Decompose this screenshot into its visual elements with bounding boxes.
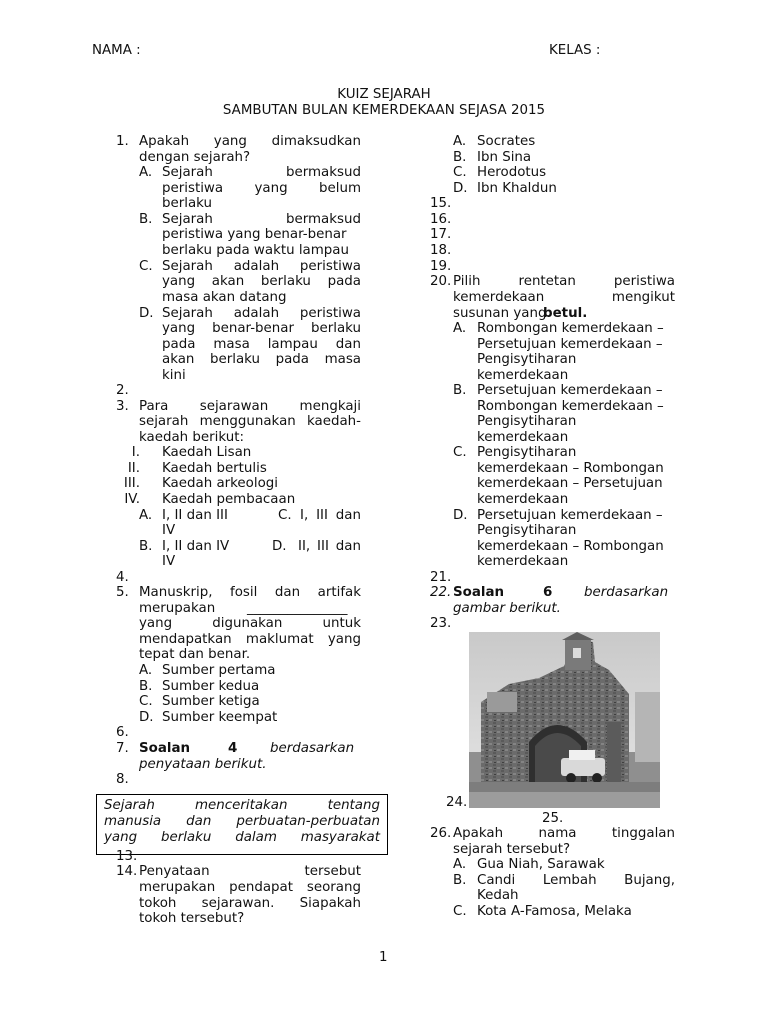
- q22-instruction: gambar berikut.: [453, 601, 561, 616]
- question-number: 15.: [430, 196, 452, 211]
- q3-option-d-label: D.: [272, 539, 287, 554]
- q26-option-c-label: C.: [453, 904, 467, 919]
- q25-number: 25.: [542, 811, 564, 826]
- q20-option-a-label: A.: [453, 321, 467, 336]
- q20-option-a-line: Rombongan kemerdekaan –: [477, 321, 664, 336]
- question-number: 18.: [430, 243, 452, 258]
- q14-stem-line: merupakan pendapat seorang: [139, 880, 361, 895]
- q1-option-c-label: C.: [139, 259, 153, 274]
- q5-option-label: D.: [139, 710, 154, 725]
- q4-number: 4.: [116, 570, 129, 585]
- q20-stem-line: susunan yang: [453, 306, 547, 321]
- q14-option-text: Ibn Khaldun: [477, 181, 557, 196]
- q1-number: 1.: [116, 134, 129, 149]
- q3-option-wrap: IV: [162, 523, 176, 538]
- q23-number: 23.: [430, 616, 452, 631]
- q3-option-c-text: I, III dan: [300, 508, 361, 523]
- q20-option-b-line: Pengisytiharan: [477, 414, 577, 429]
- q3-roman-item: Kaedah arkeologi: [162, 476, 278, 491]
- q14-stem-line: Penyataan tersebut: [139, 864, 361, 879]
- q14-option-label: C.: [453, 165, 467, 180]
- q20-option-c-line: Pengisytiharan: [477, 445, 577, 460]
- q3-option-b-text: I, II dan IV: [162, 539, 230, 554]
- q7-soalan: Soalan: [139, 741, 191, 756]
- q20-option-c-line: kemerdekaan: [477, 492, 569, 507]
- quote-line: manusia dan perbuatan-perbuatan: [104, 814, 380, 829]
- q24-number: 24.: [446, 795, 468, 810]
- q26-option-c-text: Kota A-Famosa, Melaka: [477, 904, 632, 919]
- q14-option-text: Herodotus: [477, 165, 547, 180]
- q26-option-a-text: Gua Niah, Sarawak: [477, 857, 605, 872]
- q5-option-label: A.: [139, 663, 153, 678]
- q20-option-a-line: Persetujuan kemerdekaan –: [477, 337, 663, 352]
- q14-option-text: Ibn Sina: [477, 150, 532, 165]
- q8-number: 8.: [116, 772, 129, 787]
- q5-blank: _______________: [247, 601, 348, 616]
- q5-option-label: B.: [139, 679, 153, 694]
- q1-option-d-line: yang benar-benar berlaku: [162, 321, 361, 336]
- q5-stem-line: merupakan: [139, 601, 216, 616]
- q20-option-d-line: kemerdekaan: [477, 554, 569, 569]
- q22-instruction: berdasarkan: [584, 585, 669, 600]
- quiz-subtitle: SAMBUTAN BULAN KEMERDEKAAN SEJASA 2015: [222, 103, 546, 118]
- q20-option-b-line: kemerdekaan: [477, 430, 569, 445]
- q14-option-label: D.: [453, 181, 468, 196]
- q5-number: 5.: [116, 585, 129, 600]
- q1-stem-line: Apakah yang dimaksudkan: [139, 134, 361, 149]
- q26-option-b-label: B.: [453, 873, 467, 888]
- q26-option-b-line: Candi Lembah Bujang,: [477, 873, 675, 888]
- q20-stem-line: kemerdekaan mengikut: [453, 290, 675, 305]
- question-number: 19.: [430, 259, 452, 274]
- q1-option-c-line: Sejarah adalah peristiwa: [162, 259, 361, 274]
- q3-stem-line: sejarah menggunakan kaedah-: [139, 414, 361, 429]
- q3-roman-numeral: IV.: [124, 492, 140, 507]
- q1-option-a-line: Sejarah bermaksud: [162, 165, 361, 180]
- q20-option-d-line: Persetujuan kemerdekaan –: [477, 508, 663, 523]
- q7-question-ref: 4: [228, 741, 238, 756]
- q26-stem-line: Apakah nama tinggalan: [453, 826, 675, 841]
- q1-option-a-line: peristiwa yang belum: [162, 181, 361, 196]
- q1-option-c-line: yang akan berlaku pada: [162, 274, 361, 289]
- q14-number: 14.: [116, 864, 138, 879]
- q20-option-b-line: Rombongan kemerdekaan –: [477, 399, 664, 414]
- q20-option-b-label: B.: [453, 383, 467, 398]
- q5-stem-line: mendapatkan maklumat yang: [139, 632, 361, 647]
- quote-line: yang berlaku dalam masyarakat: [104, 830, 380, 845]
- q1-option-d-line: kini: [162, 368, 186, 383]
- q20-stem-line: Pilih rentetan peristiwa: [453, 274, 675, 289]
- q1-stem-line: dengan sejarah?: [139, 150, 251, 165]
- q14-option-text: Socrates: [477, 134, 536, 149]
- q20-option-a-line: kemerdekaan: [477, 368, 569, 383]
- q20-option-d-label: D.: [453, 508, 468, 523]
- q3-roman-item: Kaedah bertulis: [162, 461, 267, 476]
- class-label: KELAS :: [549, 43, 601, 58]
- q5-stem-line: yang digunakan untuk: [139, 616, 361, 631]
- quote-line: Sejarah menceritakan tentang: [104, 798, 380, 813]
- q1-option-c-line: masa akan datang: [162, 290, 287, 305]
- q3-option-d-text: II, III dan: [298, 539, 361, 554]
- q13-number: 13.: [116, 849, 138, 864]
- q5-option-text: Sumber pertama: [162, 663, 276, 678]
- q1-option-d-line: akan berlaku pada masa: [162, 352, 361, 367]
- q3-option-b-label: B.: [139, 539, 153, 554]
- q7-instruction: berdasarkan: [270, 741, 355, 756]
- q3-option-a-label: A.: [139, 508, 153, 523]
- q22-question-ref: 6: [543, 585, 553, 600]
- q3-roman-item: Kaedah Lisan: [162, 445, 252, 460]
- question-number: 16.: [430, 212, 452, 227]
- q22-soalan: Soalan: [453, 585, 505, 600]
- q6-number: 6.: [116, 725, 129, 740]
- q3-roman-numeral: III.: [123, 476, 140, 491]
- q1-option-a-line: berlaku: [162, 196, 212, 211]
- q5-option-label: C.: [139, 694, 153, 709]
- q1-option-b-label: B.: [139, 212, 153, 227]
- q3-option-wrap: IV: [162, 554, 176, 569]
- q5-stem-line: tepat dan benar.: [139, 647, 251, 662]
- quiz-title: KUIZ SEJARAH: [337, 87, 431, 102]
- q26-option-b-line: Kedah: [477, 888, 519, 903]
- q26-option-a-label: A.: [453, 857, 467, 872]
- q3-roman-numeral: I.: [131, 445, 140, 460]
- q20-option-d-line: kemerdekaan – Rombongan: [477, 539, 664, 554]
- q3-roman-numeral: II.: [127, 461, 140, 476]
- q7-instruction: penyataan berikut.: [139, 757, 267, 772]
- a-famosa-photo: [469, 632, 660, 808]
- q1-option-b-line: peristiwa yang benar-benar: [162, 227, 347, 242]
- q5-stem-line: Manuskrip, fosil dan artifak: [139, 585, 361, 600]
- q1-option-b-line: Sejarah bermaksud: [162, 212, 361, 227]
- name-label: NAMA :: [92, 43, 141, 58]
- q26-stem-line: sejarah tersebut?: [453, 842, 571, 857]
- q20-emphasis: betul.: [543, 306, 588, 321]
- q22-number: 22.: [430, 585, 452, 600]
- q3-number: 3.: [116, 399, 129, 414]
- q3-option-c-label: C.: [278, 508, 292, 523]
- q1-option-b-line: berlaku pada waktu lampau: [162, 243, 349, 258]
- q3-roman-item: Kaedah pembacaan: [162, 492, 296, 507]
- q14-stem-line: tokoh sejarawan. Siapakah: [139, 896, 361, 911]
- q1-option-d-line: pada masa lampau dan: [162, 337, 361, 352]
- q3-option-a-text: I, II dan III: [162, 508, 228, 523]
- page-number: 1: [379, 950, 388, 965]
- q14-option-label: B.: [453, 150, 467, 165]
- q3-stem-line: kaedah berikut:: [139, 430, 244, 445]
- q1-option-a-label: A.: [139, 165, 153, 180]
- question-number: 17.: [430, 227, 452, 242]
- q5-option-text: Sumber ketiga: [162, 694, 260, 709]
- q21-number: 21.: [430, 570, 452, 585]
- q1-option-d-label: D.: [139, 306, 154, 321]
- q14-stem-line: tokoh tersebut?: [139, 911, 245, 926]
- q20-option-b-line: Persetujuan kemerdekaan –: [477, 383, 663, 398]
- q3-stem-line: Para sejarawan mengkaji: [139, 399, 361, 414]
- q20-option-c-label: C.: [453, 445, 467, 460]
- q5-option-text: Sumber keempat: [162, 710, 278, 725]
- q26-number: 26.: [430, 826, 452, 841]
- q1-option-d-line: Sejarah adalah peristiwa: [162, 306, 361, 321]
- q20-option-d-line: Pengisytiharan: [477, 523, 577, 538]
- q20-option-a-line: Pengisytiharan: [477, 352, 577, 367]
- q20-option-c-line: kemerdekaan – Persetujuan: [477, 476, 663, 491]
- q20-number: 20.: [430, 274, 452, 289]
- quote-box: [96, 794, 388, 855]
- q5-option-text: Sumber kedua: [162, 679, 260, 694]
- q2-number: 2.: [116, 383, 129, 398]
- q14-option-label: A.: [453, 134, 467, 149]
- q7-number: 7.: [116, 741, 129, 756]
- q20-option-c-line: kemerdekaan – Rombongan: [477, 461, 664, 476]
